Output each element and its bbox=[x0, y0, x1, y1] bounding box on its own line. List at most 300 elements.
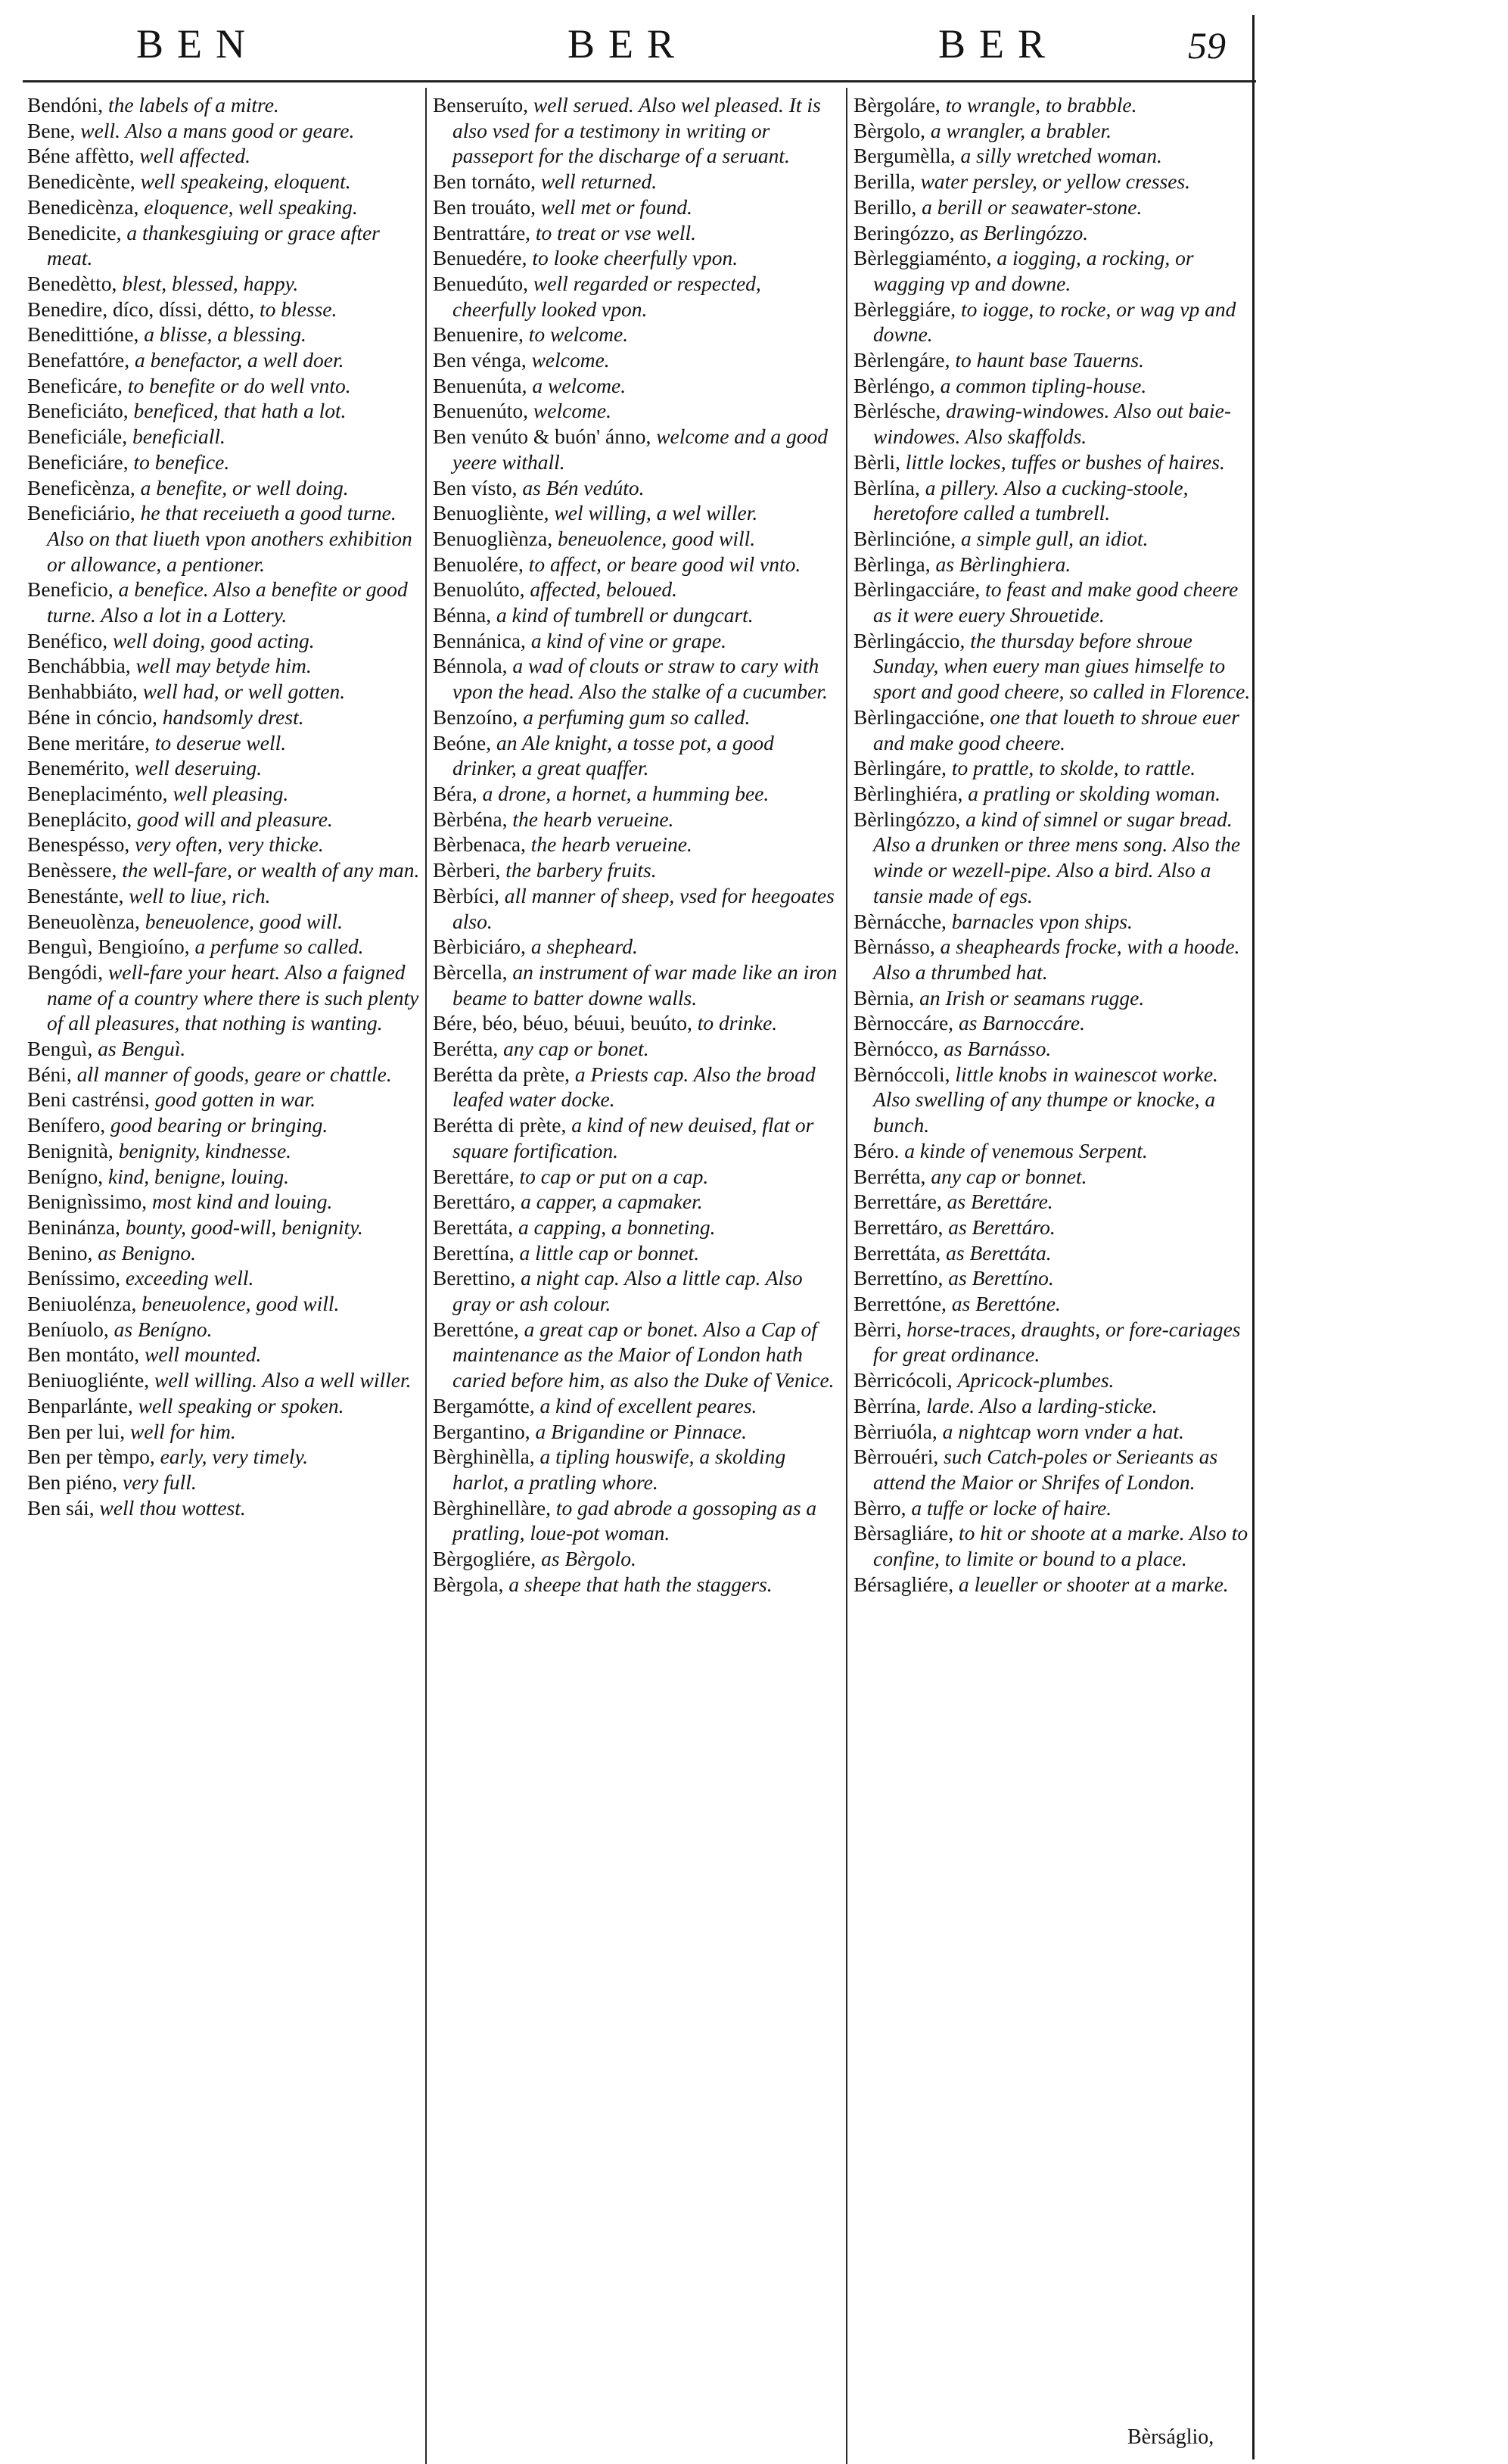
entry-gloss: a pratling or skolding woman. bbox=[968, 781, 1221, 805]
dictionary-entry bbox=[433, 730, 841, 781]
dictionary-entry bbox=[27, 194, 421, 220]
dictionary-entry bbox=[433, 1164, 841, 1190]
entry-gloss: he that receiueth a good turne. Also on that liueth vpon anothers exhibition or allowance, a pentioner. bbox=[47, 501, 412, 576]
dictionary-entry bbox=[853, 552, 1255, 577]
entry-headword: Benino, bbox=[27, 1240, 93, 1265]
entry-headword: Bergantino, bbox=[433, 1419, 530, 1443]
dictionary-entry bbox=[27, 475, 421, 501]
entry-headword: Beníssimo, bbox=[27, 1266, 120, 1290]
entry-gloss: as Benigno. bbox=[98, 1240, 197, 1265]
dictionary-entry bbox=[27, 934, 421, 960]
dictionary-entry bbox=[853, 92, 1255, 118]
entry-gloss: a berill or seawater-stone. bbox=[922, 194, 1143, 219]
entry-headword: Béro. bbox=[853, 1138, 900, 1162]
column-1 bbox=[27, 92, 421, 1520]
column-rule-1 bbox=[425, 88, 427, 2464]
entry-headword: Benguì, bbox=[27, 1037, 93, 1061]
entry-gloss: bounty, good-will, benignity. bbox=[125, 1215, 363, 1239]
entry-gloss: to iogge, to rocke, or wag vp and downe. bbox=[873, 297, 1236, 347]
entry-gloss: well had, or well gotten. bbox=[142, 680, 346, 704]
entry-gloss: a night cap. Also a little cap. Also gray or ash colour. bbox=[452, 1266, 803, 1316]
dictionary-entry bbox=[853, 705, 1255, 755]
dictionary-entry bbox=[27, 730, 421, 756]
entry-headword: Bene, bbox=[27, 118, 76, 142]
entry-gloss: handsomly drest. bbox=[162, 705, 304, 729]
dictionary-entry bbox=[27, 1164, 421, 1190]
dictionary-entry bbox=[433, 169, 841, 194]
entry-gloss: Apricock-plumbes. bbox=[957, 1368, 1115, 1392]
entry-gloss: as Berettóne. bbox=[951, 1292, 1061, 1316]
dictionary-entry bbox=[27, 1291, 421, 1317]
entry-headword: Bèrlingacciáre, bbox=[853, 577, 981, 602]
entry-gloss: to benefite or do well vnto. bbox=[127, 373, 351, 397]
entry-gloss: welcome. bbox=[531, 348, 610, 372]
entry-headword: Bèrbenaca, bbox=[433, 832, 526, 857]
entry-headword: Berrettíno, bbox=[853, 1266, 944, 1290]
dictionary-entry bbox=[27, 347, 421, 373]
dictionary-entry bbox=[27, 1342, 421, 1367]
entry-headword: Bérsagliére, bbox=[853, 1572, 954, 1596]
dictionary-entry bbox=[853, 781, 1255, 807]
dictionary-entry bbox=[27, 1112, 421, 1138]
entry-headword: Bèrléngo, bbox=[853, 373, 935, 397]
dictionary-entry bbox=[853, 755, 1255, 781]
dictionary-entry bbox=[853, 245, 1255, 296]
entry-headword: Benefattóre, bbox=[27, 348, 130, 372]
dictionary-entry bbox=[433, 832, 841, 857]
dictionary-entry bbox=[433, 526, 841, 552]
dictionary-entry bbox=[433, 1036, 841, 1062]
entry-gloss: good gotten in war. bbox=[154, 1087, 316, 1112]
entry-headword: Bèrgogliére, bbox=[433, 1547, 536, 1571]
entry-gloss: as Bén vedúto. bbox=[522, 475, 645, 499]
dictionary-entry bbox=[433, 883, 841, 934]
entry-gloss: well returned. bbox=[540, 170, 658, 194]
entry-headword: Benespésso, bbox=[27, 832, 130, 857]
entry-headword: Bèrlésche, bbox=[853, 399, 941, 423]
dictionary-entry bbox=[433, 398, 841, 424]
dictionary-entry bbox=[433, 1444, 841, 1495]
entry-headword: Benuogliènte, bbox=[433, 501, 549, 525]
dictionary-entry bbox=[433, 1572, 841, 1598]
dictionary-entry bbox=[853, 1189, 1255, 1215]
dictionary-entry bbox=[27, 322, 421, 347]
entry-headword: Bèrnásso, bbox=[853, 935, 935, 959]
dictionary-entry bbox=[27, 705, 421, 730]
entry-headword: Berettína, bbox=[433, 1240, 515, 1265]
entry-headword: Bèrriuóla, bbox=[853, 1419, 937, 1443]
entry-gloss: to drinke. bbox=[697, 1011, 778, 1035]
entry-gloss: barnacles vpon ships. bbox=[951, 909, 1133, 933]
dictionary-entry bbox=[27, 1036, 421, 1062]
entry-gloss: well for him. bbox=[129, 1419, 236, 1443]
entry-headword: Bèrro, bbox=[853, 1495, 906, 1520]
entry-headword: Benemérito, bbox=[27, 756, 130, 780]
entry-headword: Benuenúta, bbox=[433, 373, 527, 397]
dictionary-entry bbox=[433, 245, 841, 271]
dictionary-entry bbox=[27, 1087, 421, 1112]
entry-gloss: well. Also a mans good or geare. bbox=[80, 118, 355, 142]
entry-gloss: well serued. Also wel pleased. It is also vsed for a testimony in writing or passeport for the discharge of a seruant. bbox=[452, 93, 821, 168]
entry-headword: Benchábbia, bbox=[27, 654, 131, 678]
entry-gloss: the barbery fruits. bbox=[505, 858, 657, 882]
entry-headword: Bèrrína, bbox=[853, 1393, 922, 1417]
entry-headword: Beneficio, bbox=[27, 577, 113, 602]
entry-headword: Berettóne, bbox=[433, 1317, 519, 1341]
entry-gloss: a sheapheards frocke, with a hoode. Also a thrumbed hat. bbox=[873, 935, 1240, 984]
dictionary-entry bbox=[27, 857, 421, 883]
dictionary-entry bbox=[853, 1572, 1255, 1598]
entry-headword: Bèrgolo, bbox=[853, 118, 925, 142]
dictionary-entry bbox=[433, 552, 841, 577]
entry-headword: Bèrcella, bbox=[433, 960, 508, 984]
dictionary-entry bbox=[433, 475, 841, 501]
entry-gloss: a wrangler, a brabler. bbox=[930, 118, 1112, 142]
entry-headword: Berettino, bbox=[433, 1266, 516, 1290]
entry-headword: Beninánza, bbox=[27, 1215, 120, 1239]
dictionary-entry bbox=[433, 934, 841, 960]
dictionary-entry bbox=[27, 450, 421, 475]
dictionary-entry bbox=[27, 1138, 421, 1164]
entry-headword: Berrettáro, bbox=[853, 1215, 944, 1239]
entry-gloss: good will and pleasure. bbox=[137, 807, 333, 831]
dictionary-entry bbox=[853, 934, 1255, 985]
entry-gloss: a kind of excellent peares. bbox=[539, 1393, 757, 1417]
catchword: Bèrságlio, bbox=[1127, 2425, 1214, 2449]
entry-gloss: most kind and louing. bbox=[152, 1190, 333, 1214]
entry-headword: Bèrbiciáro, bbox=[433, 935, 526, 959]
entry-headword: Benuolére, bbox=[433, 552, 524, 576]
dictionary-entry bbox=[853, 526, 1255, 552]
entry-gloss: as Berettáre. bbox=[947, 1190, 1053, 1214]
entry-gloss: a kind of new deuised, flat or square fortification. bbox=[452, 1113, 814, 1162]
entry-headword: Bèrbíci, bbox=[433, 883, 499, 907]
entry-gloss: eloquence, well speaking. bbox=[144, 194, 358, 219]
column-3 bbox=[853, 92, 1255, 1597]
dictionary-entry bbox=[27, 92, 421, 118]
entry-headword: Bèrlinghiéra, bbox=[853, 781, 963, 805]
entry-headword: Beneficiáre, bbox=[27, 450, 129, 474]
dictionary-entry bbox=[27, 1419, 421, 1445]
dictionary-entry bbox=[27, 271, 421, 297]
entry-headword: Ben trouáto, bbox=[433, 194, 536, 219]
entry-gloss: as Berlingózzo. bbox=[959, 220, 1089, 244]
dictionary-entry bbox=[433, 960, 841, 1010]
entry-headword: Ben sái, bbox=[27, 1495, 95, 1520]
dictionary-entry bbox=[853, 297, 1255, 347]
entry-gloss: the thursday before shroue Sunday, when euery man giues himselfe to sport and good cheere, so called in Florence. bbox=[873, 628, 1251, 704]
entry-gloss: a kind of tumbrell or dungcart. bbox=[496, 603, 754, 627]
entry-headword: Beneplaciménto, bbox=[27, 781, 168, 805]
dictionary-entry bbox=[433, 1317, 841, 1393]
dictionary-entry bbox=[433, 1062, 841, 1112]
entry-gloss: welcome and a good yeere withall. bbox=[452, 425, 829, 474]
entry-headword: Benignìssimo, bbox=[27, 1190, 148, 1214]
entry-gloss: to hit or shoote at a marke. Also to confine, to limite or bound to a place. bbox=[873, 1521, 1248, 1571]
entry-headword: Berillo, bbox=[853, 194, 917, 219]
entry-gloss: well deseruing. bbox=[135, 756, 263, 780]
dictionary-entry bbox=[433, 194, 841, 220]
entry-headword: Bèrlingózzo, bbox=[853, 807, 961, 831]
dictionary-entry bbox=[27, 909, 421, 935]
entry-headword: Bergumèlla, bbox=[853, 144, 956, 168]
dictionary-entry bbox=[433, 628, 841, 654]
entry-gloss: to affect, or beare good wil vnto. bbox=[528, 552, 801, 576]
running-head bbox=[23, 20, 1264, 68]
entry-headword: Benedicènza, bbox=[27, 194, 139, 219]
entry-gloss: to deserue well. bbox=[154, 730, 287, 754]
dictionary-entry bbox=[853, 143, 1255, 169]
entry-headword: Bene meritáre, bbox=[27, 730, 150, 754]
entry-headword: Bèrnia, bbox=[853, 985, 915, 1010]
entry-gloss: welcome. bbox=[533, 399, 611, 423]
dictionary-entry bbox=[27, 118, 421, 144]
entry-gloss: exceeding well. bbox=[125, 1266, 254, 1290]
entry-gloss: a benefite, or well doing. bbox=[140, 475, 349, 499]
entry-headword: Bénna, bbox=[433, 603, 492, 627]
dictionary-entry bbox=[27, 1062, 421, 1087]
entry-gloss: well willing. Also a well willer. bbox=[154, 1368, 412, 1392]
entry-headword: Benuogliènza, bbox=[433, 526, 553, 550]
dictionary-entry bbox=[853, 1393, 1255, 1419]
entry-gloss: well doing, good acting. bbox=[113, 628, 315, 652]
entry-headword: Beni castrénsi, bbox=[27, 1087, 150, 1112]
entry-gloss: a Brigandine or Pinnace. bbox=[535, 1419, 747, 1443]
entry-gloss: as Benígno. bbox=[113, 1317, 213, 1341]
entry-gloss: a thankesgiuing or grace after meat. bbox=[47, 220, 380, 270]
entry-headword: Bèrlincióne, bbox=[853, 526, 956, 550]
column-2 bbox=[433, 92, 841, 1597]
entry-gloss: well-fare your heart. Also a faigned name of a country where there is such plenty of all pleasures, that nothing is wanting. bbox=[47, 960, 419, 1035]
entry-headword: Bèrri, bbox=[853, 1317, 902, 1341]
entry-headword: Bèrrouéri, bbox=[853, 1445, 939, 1469]
entry-headword: Bèrnócco, bbox=[853, 1037, 939, 1061]
entry-headword: Bengódi, bbox=[27, 960, 104, 984]
entry-headword: Berilla, bbox=[853, 170, 916, 194]
entry-gloss: a pillery. Also a cucking-stoole, heretofore called a tumbrell. bbox=[873, 475, 1189, 525]
entry-gloss: all manner of goods, geare or chattle. bbox=[76, 1062, 392, 1086]
dictionary-entry bbox=[853, 347, 1255, 373]
dictionary-entry bbox=[433, 781, 841, 807]
entry-headword: Beneficiále, bbox=[27, 425, 128, 449]
dictionary-entry bbox=[433, 705, 841, 730]
entry-gloss: drawing-windowes. Also out baie-windowes. Also skaffolds. bbox=[873, 399, 1232, 449]
dictionary-entry bbox=[433, 577, 841, 602]
entry-gloss: beneuolence, good will. bbox=[141, 1292, 340, 1316]
dictionary-entry bbox=[433, 1112, 841, 1163]
dictionary-entry bbox=[27, 373, 421, 399]
dictionary-entry bbox=[27, 297, 421, 322]
dictionary-entry bbox=[27, 832, 421, 857]
entry-gloss: wel willing, a wel willer. bbox=[554, 501, 758, 525]
entry-gloss: little knobs in wainescot worke. Also swelling of any thumpe or knocke, a bunch. bbox=[873, 1062, 1218, 1137]
dictionary-entry bbox=[27, 1265, 421, 1291]
entry-gloss: a tipling houswife, a skolding harlot, a pratling whore. bbox=[452, 1445, 786, 1494]
dictionary-entry bbox=[853, 1215, 1255, 1240]
dictionary-entry bbox=[433, 424, 841, 474]
dictionary-entry bbox=[853, 398, 1255, 449]
entry-headword: Beneplácito, bbox=[27, 807, 132, 831]
entry-headword: Bergamótte, bbox=[433, 1393, 535, 1417]
entry-gloss: kind, benigne, louing. bbox=[107, 1164, 290, 1188]
entry-gloss: a blisse, a blessing. bbox=[144, 322, 306, 347]
entry-gloss: well affected. bbox=[139, 144, 251, 168]
entry-gloss: the well-fare, or wealth of any man. bbox=[122, 858, 420, 882]
entry-gloss: well may betyde him. bbox=[135, 654, 312, 678]
entry-gloss: a welcome. bbox=[532, 373, 627, 397]
dictionary-entry bbox=[433, 373, 841, 399]
entry-headword: Berettáta, bbox=[433, 1215, 514, 1239]
dictionary-entry bbox=[433, 653, 841, 704]
dictionary-entry bbox=[27, 679, 421, 705]
entry-gloss: as Berettíno. bbox=[948, 1266, 1054, 1290]
entry-gloss: well mounted. bbox=[145, 1342, 262, 1367]
entry-headword: Bèrghinèlla, bbox=[433, 1445, 535, 1469]
entry-gloss: to feast and make good cheere as it were euery Shrouetide. bbox=[873, 577, 1239, 627]
entry-headword: Beníuolo, bbox=[27, 1317, 109, 1341]
entry-gloss: to treat or vse well. bbox=[535, 220, 696, 244]
entry-headword: Bèrsagliáre, bbox=[853, 1521, 954, 1545]
dictionary-entry bbox=[27, 755, 421, 781]
dictionary-entry bbox=[853, 909, 1255, 935]
entry-headword: Berrettáta, bbox=[853, 1240, 941, 1265]
dictionary-entry bbox=[853, 628, 1255, 705]
entry-gloss: as Benguì. bbox=[98, 1037, 186, 1061]
dictionary-entry bbox=[853, 1010, 1255, 1036]
dictionary-entry bbox=[433, 1265, 841, 1316]
entry-headword: Bèrgoláre, bbox=[853, 93, 941, 117]
dictionary-entry bbox=[27, 1367, 421, 1393]
entry-gloss: as Bèrgolo. bbox=[541, 1547, 636, 1571]
entry-headword: Benzoíno, bbox=[433, 705, 518, 729]
dictionary-entry bbox=[853, 577, 1255, 627]
entry-gloss: to gad abrode a gossoping as a pratling, loue-pot woman. bbox=[452, 1495, 817, 1545]
entry-headword: Bentrattáre, bbox=[433, 220, 531, 244]
entry-gloss: a kind of vine or grape. bbox=[530, 628, 726, 652]
dictionary-entry bbox=[433, 1546, 841, 1572]
dictionary-entry bbox=[433, 1215, 841, 1240]
dictionary-entry bbox=[27, 1215, 421, 1240]
entry-gloss: early, very timely. bbox=[160, 1445, 309, 1469]
dictionary-entry bbox=[853, 220, 1255, 246]
entry-gloss: a little cap or bonnet. bbox=[519, 1240, 700, 1265]
entry-gloss: a great cap or bonet. Also a Cap of maintenance as the Maior of London hath caried before him, as also the Duke of Venice. bbox=[452, 1317, 835, 1392]
dictionary-entry bbox=[433, 500, 841, 526]
entry-headword: Bèrricócoli, bbox=[853, 1368, 953, 1392]
entry-gloss: well pleasing. bbox=[173, 781, 289, 805]
entry-headword: Beneficiário, bbox=[27, 501, 135, 525]
dictionary-entry bbox=[27, 1189, 421, 1215]
entry-gloss: any cap or bonet. bbox=[503, 1037, 649, 1061]
entry-gloss: a kinde of venemous Serpent. bbox=[904, 1138, 1148, 1162]
entry-headword: Benífero, bbox=[27, 1113, 106, 1137]
dictionary-entry bbox=[853, 1520, 1255, 1571]
entry-headword: Bére, béo, béuo, béuui, beuúto, bbox=[433, 1011, 692, 1035]
entry-headword: Bèrlingáccio, bbox=[853, 628, 965, 652]
entry-headword: Bèrlingaccióne, bbox=[853, 705, 985, 729]
entry-headword: Benígno, bbox=[27, 1164, 104, 1188]
entry-headword: Bèrbéna, bbox=[433, 807, 508, 831]
entry-headword: Bèrnácche, bbox=[853, 909, 947, 933]
dictionary-entry bbox=[27, 1317, 421, 1342]
entry-gloss: a kind of simnel or sugar bread. Also a drunken or three mens song. Also the winde or wezell-pipe. Also a bird. Also a tansie made of egs. bbox=[873, 807, 1241, 907]
entry-gloss: water persley, or yellow cresses. bbox=[920, 170, 1191, 194]
entry-gloss: a drone, a hornet, a humming bee. bbox=[482, 781, 770, 805]
entry-headword: Béni, bbox=[27, 1062, 72, 1086]
entry-gloss: a capper, a capmaker. bbox=[521, 1190, 703, 1214]
entry-headword: Beneficiáto, bbox=[27, 399, 129, 423]
entry-headword: Berétta di prète, bbox=[433, 1113, 567, 1137]
entry-gloss: an instrument of war made like an iron beame to batter downe walls. bbox=[452, 960, 838, 1010]
entry-headword: Berrettóne, bbox=[853, 1292, 947, 1316]
entry-headword: Bèrli, bbox=[853, 450, 900, 474]
entry-gloss: a wad of clouts or straw to cary with vpon the head. Also the stalke of a cucumber. bbox=[452, 654, 828, 704]
entry-gloss: as Bèrlinghiera. bbox=[935, 552, 1071, 576]
entry-gloss: very full. bbox=[123, 1470, 197, 1494]
dictionary-entry bbox=[27, 883, 421, 909]
entry-headword: Berrétta, bbox=[853, 1164, 926, 1188]
entry-gloss: the hearb verueine. bbox=[530, 832, 692, 857]
dictionary-entry bbox=[853, 1444, 1255, 1495]
entry-headword: Ben vénga, bbox=[433, 348, 527, 372]
dictionary-entry bbox=[853, 1291, 1255, 1317]
entry-headword: Béra, bbox=[433, 781, 477, 805]
entry-gloss: a shepheard. bbox=[530, 935, 638, 959]
entry-gloss: well speaking or spoken. bbox=[138, 1393, 344, 1417]
entry-gloss: a simple gull, an idiot. bbox=[961, 526, 1149, 550]
entry-headword: Benuedúto, bbox=[433, 271, 529, 295]
entry-headword: Bendóni, bbox=[27, 93, 104, 117]
dictionary-entry bbox=[433, 322, 841, 347]
dictionary-entry bbox=[433, 92, 841, 169]
dictionary-entry bbox=[27, 1495, 421, 1521]
dictionary-entry bbox=[853, 985, 1255, 1011]
running-head-right: BER bbox=[938, 21, 1059, 67]
dictionary-entry bbox=[27, 960, 421, 1036]
dictionary-entry bbox=[27, 653, 421, 679]
dictionary-entry bbox=[853, 1240, 1255, 1266]
entry-headword: Ben tornáto, bbox=[433, 170, 536, 194]
entry-gloss: larde. Also a larding-sticke. bbox=[926, 1393, 1158, 1417]
dictionary-entry bbox=[433, 857, 841, 883]
running-head-left: BEN bbox=[136, 21, 259, 67]
entry-headword: Beniuogliénte, bbox=[27, 1368, 150, 1392]
dictionary-entry bbox=[853, 1495, 1255, 1521]
entry-gloss: little lockes, tuffes or bushes of haires. bbox=[905, 450, 1225, 474]
entry-gloss: beneficiall. bbox=[132, 425, 225, 449]
entry-gloss: a perfume so called. bbox=[194, 935, 364, 959]
dictionary-entry bbox=[27, 220, 421, 271]
entry-headword: Ben per lui, bbox=[27, 1419, 126, 1443]
entry-gloss: the hearb verueine. bbox=[512, 807, 674, 831]
entry-headword: Beneficáre, bbox=[27, 373, 123, 397]
dictionary-entry bbox=[853, 1164, 1255, 1190]
entry-gloss: such Catch-poles or Serieants as attend the Maior or Shrifes of London. bbox=[873, 1445, 1218, 1494]
entry-headword: Bennánica, bbox=[433, 628, 526, 652]
dictionary-entry bbox=[853, 373, 1255, 399]
entry-headword: Berettáro, bbox=[433, 1190, 516, 1214]
entry-headword: Beóne, bbox=[433, 730, 492, 754]
entry-gloss: to cap or put on a cap. bbox=[519, 1164, 709, 1188]
dictionary-entry bbox=[27, 500, 421, 577]
entry-gloss: all manner of sheep, vsed for heegoates also. bbox=[452, 883, 835, 933]
dictionary-entry bbox=[433, 807, 841, 832]
entry-gloss: to looke cheerfully vpon. bbox=[532, 246, 738, 270]
entry-gloss: well thou wottest. bbox=[99, 1495, 246, 1520]
entry-gloss: good bearing or bringing. bbox=[110, 1113, 328, 1137]
entry-gloss: as Barnoccáre. bbox=[958, 1011, 1085, 1035]
entry-headword: Beringózzo, bbox=[853, 220, 955, 244]
